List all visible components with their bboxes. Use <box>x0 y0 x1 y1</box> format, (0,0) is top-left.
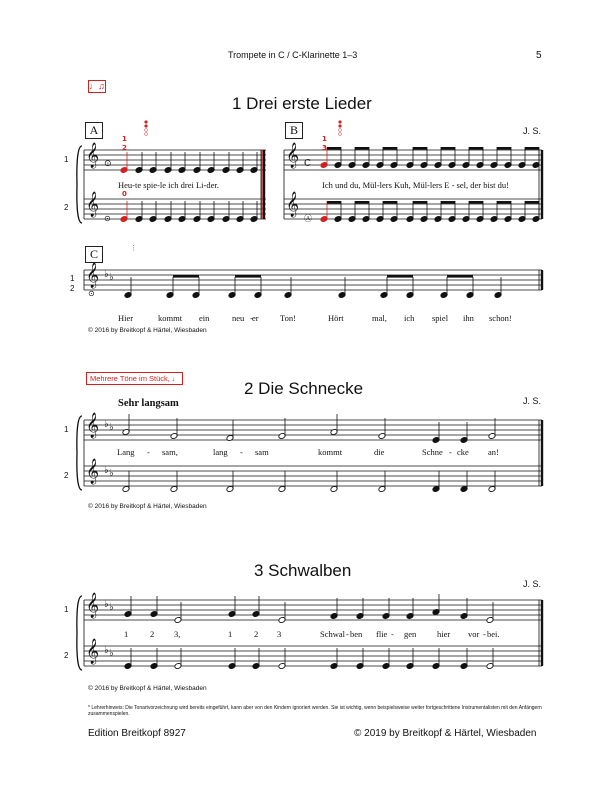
fingering-chart-icon <box>339 121 342 124</box>
edition-number: Edition Breitkopf 8927 <box>88 728 186 739</box>
lyric: lang <box>213 447 228 457</box>
piece-title: 1 Drei erste Lieder <box>232 94 372 113</box>
lyric: Lang <box>117 447 135 457</box>
lyric: 3, <box>174 629 181 639</box>
lyric: bei. <box>487 629 500 639</box>
fingering-1: 1 <box>322 135 327 143</box>
lyric: - <box>147 447 150 457</box>
running-header: Trompete in C / C-Klarinette 1–3 <box>228 50 358 60</box>
flat-icon: ♭ <box>109 468 114 479</box>
lyric: cke <box>457 447 469 457</box>
fingering-chart-icon <box>339 133 342 136</box>
staff-number: 1 <box>64 425 69 434</box>
lyric: Hört <box>328 313 344 323</box>
lyric: mal, <box>372 313 387 323</box>
lyric: 3 <box>277 629 282 639</box>
treble-clef-icon: 𝄞 <box>86 143 100 168</box>
treble-clef-icon: 𝄞 <box>286 192 300 217</box>
system-brace <box>77 596 82 670</box>
lyric: hier <box>437 629 451 639</box>
beam <box>497 201 511 204</box>
fingering-chart-icon <box>339 125 342 128</box>
beam <box>413 147 427 150</box>
lyric: 1 <box>228 629 233 639</box>
beam <box>525 201 539 204</box>
beam <box>469 147 483 150</box>
beam <box>525 147 539 150</box>
lyric: - <box>240 447 243 457</box>
beam <box>447 275 473 278</box>
lyric: 2 <box>150 629 155 639</box>
beam <box>497 147 511 150</box>
section-marker: C <box>85 246 103 263</box>
time-signature: C <box>304 159 311 169</box>
fingering-1: 1 <box>122 135 127 143</box>
beam <box>355 201 369 204</box>
treble-clef-icon: 𝄞 <box>86 639 100 664</box>
lyric: - <box>449 447 452 457</box>
time-signature: ⊙ <box>104 214 111 223</box>
treble-clef-icon: 𝄞 <box>286 143 300 168</box>
flat-icon: ♭ <box>104 419 109 430</box>
lyric: ben <box>350 629 363 639</box>
treble-clef-icon: 𝄞 <box>86 263 100 288</box>
flat-icon: ♭ <box>109 422 114 433</box>
lyric: an! <box>488 447 499 457</box>
lyric: sam <box>255 447 269 457</box>
tempo-marking: Sehr langsam <box>118 398 179 409</box>
lyric: neu <box>232 313 245 323</box>
beam <box>327 201 341 204</box>
treble-clef-icon: 𝄞 <box>86 413 100 438</box>
page-number: 5 <box>536 50 542 61</box>
beam <box>355 147 369 150</box>
beam <box>383 201 397 204</box>
section-marker: B <box>285 122 303 139</box>
staff-number: 2 <box>70 284 75 293</box>
flat-icon: ♭ <box>104 599 109 610</box>
fingering-0: 0 <box>122 190 127 198</box>
lyric: ihn <box>463 313 474 323</box>
flat-icon: ♭ <box>109 272 114 283</box>
copyright-note: © 2016 by Breitkopf & Härtel, Wiesbaden <box>88 685 207 692</box>
staff-number: 2 <box>64 651 69 660</box>
flat-icon: ♭ <box>104 269 109 280</box>
lyric: ich <box>404 313 415 323</box>
beam <box>441 201 455 204</box>
time-signature: ⊙ <box>88 289 95 298</box>
hint-badge: Mehrere Töne im Stück, ♩ <box>86 372 183 385</box>
fingering-chart-icon <box>339 129 342 132</box>
copyright-note: © 2016 by Breitkopf & Härtel, Wiesbaden <box>88 327 207 334</box>
lyric: schon! <box>489 313 512 323</box>
treble-clef-icon: 𝄞 <box>86 459 100 484</box>
fingering-3: 3 <box>322 144 327 152</box>
lyric: gen <box>404 629 417 639</box>
lyric: die <box>374 447 385 457</box>
lyric-line: Ich und du, Mül-lers Kuh, Mül-lers E - sel, der bist du! <box>322 180 509 190</box>
section-marker: A <box>85 122 103 139</box>
lyric: kommt <box>158 313 183 323</box>
beam <box>235 275 261 278</box>
treble-clef-icon: 𝄞 <box>86 593 100 618</box>
lyric: Schwal <box>320 629 346 639</box>
fingering-chart-icon <box>145 125 148 128</box>
time-signature: Ⓐ <box>304 214 312 223</box>
staff-number: 1 <box>70 274 75 283</box>
lyric: 1 <box>124 629 129 639</box>
lyric: 2 <box>254 629 259 639</box>
lyric-line: Heu-te spie-le ich drei Li-der. <box>118 180 219 190</box>
fingering-chart-icon <box>145 133 148 136</box>
lyric: er <box>252 313 259 323</box>
beam <box>383 147 397 150</box>
fingering-2: 2 <box>122 144 127 152</box>
piece-title: 2 Die Schnecke <box>244 379 364 398</box>
lyric: spiel <box>432 313 449 323</box>
lyric: - <box>483 629 486 639</box>
beam <box>413 201 427 204</box>
beam <box>173 275 199 278</box>
fingering-chart-icon: ⋮ <box>130 244 137 252</box>
lyric: Ton! <box>280 313 296 323</box>
time-signature: ⊙ <box>104 159 112 169</box>
lyric: kommt <box>318 447 343 457</box>
beam <box>441 147 455 150</box>
staff-number: 2 <box>64 471 69 480</box>
fingering-chart-icon <box>145 121 148 124</box>
lyric: Hier <box>118 313 134 323</box>
flat-icon: ♭ <box>104 465 109 476</box>
composer: J. S. <box>523 126 542 136</box>
staff-number: 1 <box>64 605 69 614</box>
lyric: ein <box>199 313 210 323</box>
footer-copyright: © 2019 by Breitkopf & Härtel, Wiesbaden <box>354 728 537 739</box>
composer: J. S. <box>523 396 542 406</box>
lyric: vor <box>468 629 480 639</box>
system-brace <box>77 146 82 223</box>
system-brace <box>77 416 82 490</box>
flat-icon: ♭ <box>104 645 109 656</box>
lyric: sam, <box>162 447 178 457</box>
teacher-footnote: * Lehrerhinweis: Die Tonartvorzeichnung wird bereits eingeführt, kann aber von den Kindern ignoriert werden. Sie ist wichtig, wenn beispielsweise weiter fortgeschrittene Instrumentalisten mit den Anfängern zusammenspielen. <box>88 705 542 717</box>
quarter-eighth-notes-icon: ♩♫ <box>89 81 105 91</box>
lyric: - <box>250 313 253 323</box>
lyric: Schne <box>422 447 443 457</box>
fingering-chart-icon <box>145 129 148 132</box>
lyric: - <box>346 629 349 639</box>
copyright-note: © 2016 by Breitkopf & Härtel, Wiesbaden <box>88 503 207 510</box>
composer: J. S. <box>523 579 542 589</box>
staff-number: 2 <box>64 203 69 212</box>
flat-icon: ♭ <box>109 648 114 659</box>
beam <box>387 275 413 278</box>
treble-clef-icon: 𝄞 <box>86 192 100 217</box>
lyric: flie <box>376 629 388 639</box>
beam <box>469 201 483 204</box>
flat-icon: ♭ <box>109 602 114 613</box>
beam <box>327 147 341 150</box>
lyric: - <box>391 629 394 639</box>
piece-title: 3 Schwalben <box>254 561 352 580</box>
staff-number: 1 <box>64 155 69 164</box>
